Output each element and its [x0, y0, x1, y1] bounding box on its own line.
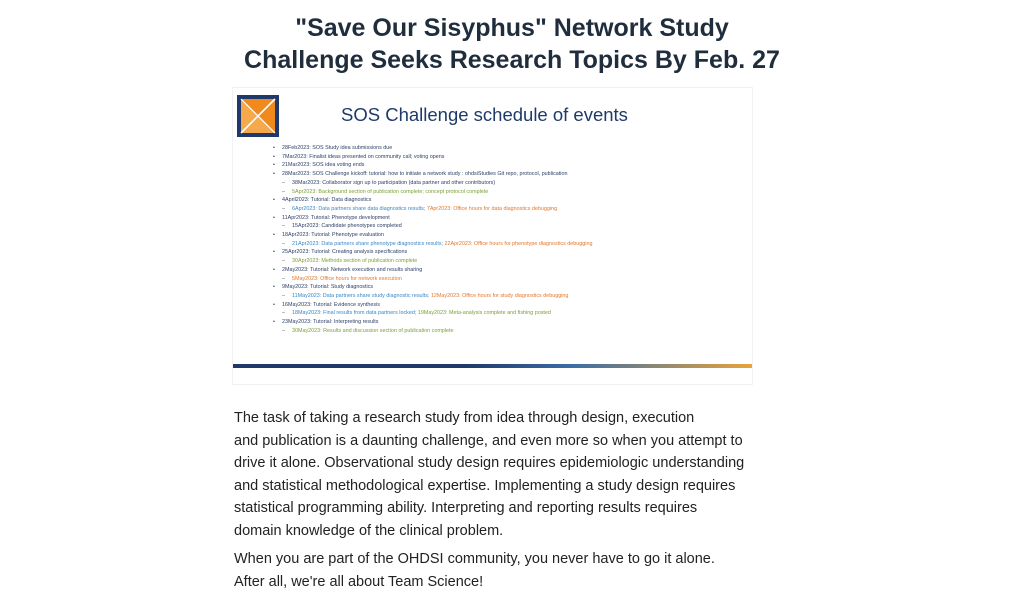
schedule-subitem [273, 257, 743, 266]
schedule-text: 12May2023: Office hours for study diagnostics debugging [430, 292, 569, 299]
paragraph-line: When you are part of the OHDSI community, you never have to go it alone. [234, 551, 715, 567]
schedule-text: 7Apr2023: Office hours for data diagnostics debugging [426, 205, 558, 212]
schedule-text: 5Apr2023: Background section of publication complete; concept protocol complete [292, 188, 489, 195]
schedule-event [273, 144, 743, 153]
schedule-event [273, 266, 743, 275]
schedule-text: 19May2023: Meta-analysis complete and fishing posted [417, 310, 551, 317]
schedule-subitem [273, 188, 743, 197]
schedule-text: 7Mar2023: Finalist ideas presented on community call; voting opens [282, 153, 445, 160]
headline-line-1: "Save Our Sisyphus" Network Study [295, 14, 729, 42]
paragraph-line: The task of taking a research study from idea through design, execution [234, 410, 695, 426]
schedule-text: 9May2023: Tutorial: Study diagnostics [282, 284, 374, 291]
schedule-text: 16May2023: Tutorial: Evidence synthesis [282, 301, 380, 308]
schedule-text: 22Apr2023: Office hours for phenotype diagnostics debugging [444, 240, 593, 247]
ohdsi-logo-icon [237, 95, 279, 137]
schedule-subitem [273, 222, 743, 231]
schedule-text: 11May2023: Data partners share study diagnostic results; [292, 292, 431, 299]
intro-paragraph [234, 407, 774, 542]
schedule-text: 30Apr2023: Methods section of publication complete [292, 258, 418, 265]
paragraph-line: After all, we're all about Team Science! [234, 573, 484, 590]
schedule-text: 38Mar2023: Collaborator sign up to participation (data partner and other contributors) [292, 179, 496, 186]
community-paragraph [234, 548, 774, 593]
schedule-text: 23May2023: Tutorial: Interpreting results [282, 319, 379, 326]
schedule-event [273, 318, 743, 327]
schedule-event [273, 161, 743, 170]
slide-footer-bar [233, 364, 752, 368]
paragraph-line: statistical programming ability. Interpreting and reporting results requires [234, 500, 698, 516]
schedule-event [273, 170, 743, 179]
schedule-event [273, 248, 743, 257]
schedule-list [273, 144, 743, 335]
schedule-subitem [273, 292, 743, 301]
schedule-text: 21Apr2023: Data partners share phenotype diagnostics results; [292, 240, 445, 247]
slide-title: SOS Challenge schedule of events [341, 104, 628, 125]
schedule-text: 18May2023: Final results from data partners locked; [292, 310, 418, 317]
schedule-event [273, 196, 743, 205]
schedule-event [273, 153, 743, 162]
schedule-text: 15Apr2023: Candidate phenotypes completed [292, 223, 402, 230]
paragraph-line: drive it alone. Observational study design requires epidemiologic understanding [234, 455, 745, 471]
schedule-text: 11Apr2023: Tutorial: Phenotype development [282, 214, 390, 221]
schedule-subitem [273, 275, 743, 284]
article-headline [200, 12, 824, 76]
schedule-event [273, 283, 743, 292]
headline-line-2: Challenge Seeks Research Topics By Feb. 27 [244, 46, 780, 74]
schedule-slide-image [233, 88, 752, 384]
schedule-text: 30May2023: Results and discussion section of publication complete [292, 327, 454, 334]
schedule-text: 18Apr2023: Tutorial: Phenotype evaluation [282, 232, 384, 239]
schedule-event [273, 214, 743, 223]
schedule-text: 28Mar2023: SOS Challenge kickoff: tutorial: how to initiate a network study : ohdsiStudies Git repo, protocol, publication [282, 171, 568, 178]
schedule-subitem [273, 240, 743, 249]
schedule-text: 21Mar2023: SOS idea voting ends [282, 162, 365, 169]
schedule-subitem [273, 309, 743, 318]
paragraph-line: and statistical methodological expertise. Implementing a study design requires [234, 477, 736, 494]
schedule-text: 28Feb2023: SOS Study idea submissions due [282, 145, 393, 151]
schedule-text: 4April2023: Tutorial: Data diagnostics [282, 197, 372, 204]
schedule-subitem [273, 205, 743, 214]
schedule-text: 25Apr2023: Tutorial: Creating analysis specifications [282, 249, 408, 256]
schedule-text: 6Apr2023: Data partners share data diagnostics results; [292, 205, 427, 212]
schedule-event [273, 231, 743, 240]
schedule-text: 2May2023: Tutorial: Network execution and results sharing [282, 266, 423, 273]
paragraph-line: and publication is a daunting challenge, and even more so when you attempt to [234, 432, 743, 449]
schedule-text: 5May2023: Office hours for network execution [292, 275, 402, 282]
schedule-subitem [273, 327, 743, 336]
schedule-subitem [273, 179, 743, 188]
schedule-event [273, 301, 743, 310]
paragraph-line: domain knowledge of the clinical problem. [234, 522, 504, 539]
